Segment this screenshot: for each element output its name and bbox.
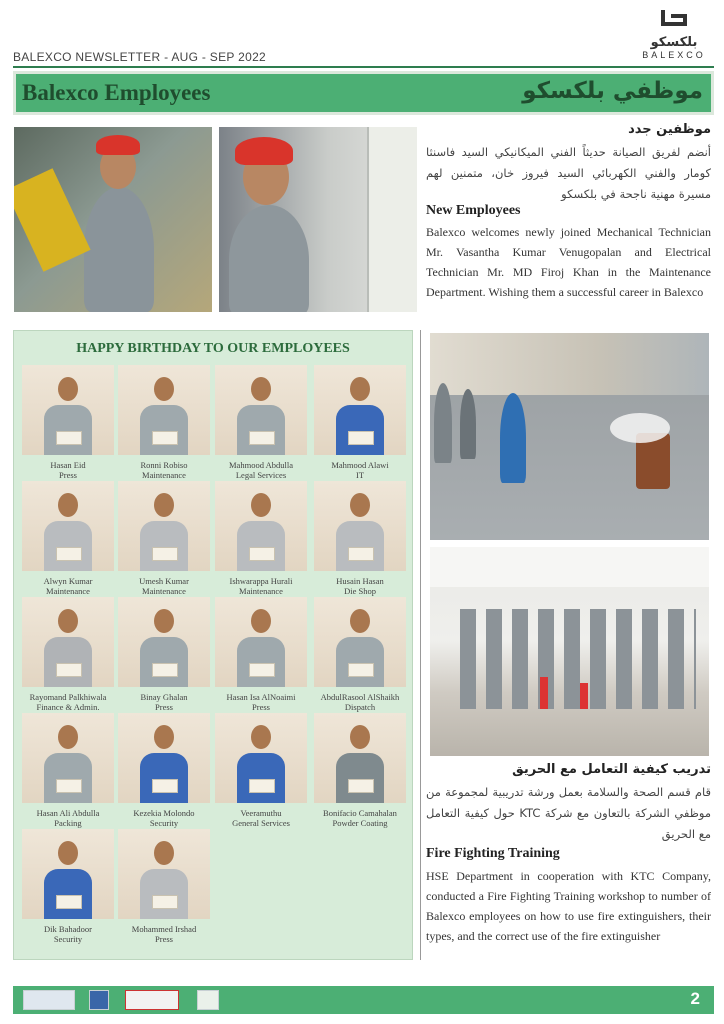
employee-department: Maintenance — [142, 586, 186, 596]
logo-english-text: BALEXCO — [642, 50, 706, 60]
employee-card — [118, 597, 210, 712]
employee-photo — [314, 481, 406, 571]
employee-department: Dispatch — [344, 702, 376, 712]
employee-department: Legal Services — [235, 470, 287, 480]
employee-department: Maintenance — [142, 470, 186, 480]
employee-card — [22, 597, 114, 712]
employee-name: Hasan Isa AlNoaimi — [226, 692, 296, 702]
employee-name: Alwyn Kumar — [43, 576, 93, 586]
employee-photo — [22, 481, 114, 571]
new-employees-body-en: Balexco welcomes newly joined Mechanical Technician Mr. Vasantha Kumar Venugopalan and Electrical Technician Mr. MD Firoj Khan in the Maintenance Department. Wishing them a successful career in Balexco — [426, 225, 711, 299]
employee-card — [118, 481, 210, 596]
header-divider — [13, 66, 714, 68]
employee-name: AbdulRasool AlShaikh — [320, 692, 400, 702]
employee-department: Security — [149, 818, 179, 828]
fire-training-photo-outdoor — [430, 333, 709, 540]
new-employees-title-ar: موظفين جدد — [628, 122, 711, 137]
employee-card — [314, 597, 406, 712]
banner-title-ar: موظفي بلكسكو — [522, 78, 703, 104]
employee-card — [118, 713, 210, 828]
employee-department: Press — [155, 702, 173, 712]
employee-photo — [118, 597, 210, 687]
employee-name: Hasan Eid — [50, 460, 86, 470]
employee-photo — [118, 481, 210, 571]
new-employee-photo-1 — [14, 127, 212, 312]
employee-department: General Services — [232, 818, 290, 828]
employee-card — [215, 365, 307, 480]
employee-card — [118, 829, 210, 944]
footer-balexco-logo — [23, 990, 75, 1010]
footer-award-logo — [197, 990, 219, 1010]
employee-card — [22, 481, 114, 596]
employee-department: Finance & Admin. — [36, 702, 100, 712]
employee-photo — [118, 713, 210, 803]
balexco-logo — [634, 6, 714, 60]
birthday-title: HAPPY BIRTHDAY TO OUR EMPLOYEES — [76, 341, 350, 356]
employee-card — [215, 481, 307, 596]
section-banner — [13, 71, 714, 115]
employee-name: Rayomand Palkhiwala — [29, 692, 107, 702]
employee-photo — [22, 829, 114, 919]
page-footer — [13, 986, 714, 1014]
employee-name: Mahmood Alawi — [331, 460, 389, 470]
employee-name: Umesh Kumar — [139, 576, 189, 586]
employee-card — [22, 365, 114, 480]
employee-name: Ronni Robiso — [140, 460, 188, 470]
employee-name: Kezekia Molondo — [133, 808, 195, 818]
fire-training-photo-group — [430, 547, 709, 756]
employee-name: Ishwarappa Hurali — [229, 576, 293, 586]
banner-title-en: Balexco Employees — [22, 80, 211, 105]
employee-photo — [215, 713, 307, 803]
employee-card — [215, 597, 307, 712]
employee-department: Press — [252, 702, 270, 712]
employee-photo — [22, 597, 114, 687]
employee-name: Husain Hasan — [336, 576, 384, 586]
employee-card — [314, 365, 406, 480]
employee-photo — [314, 365, 406, 455]
employee-name: Veeramuthu — [240, 808, 282, 818]
employee-photo — [314, 597, 406, 687]
new-employees-title-en: New Employees — [426, 203, 521, 218]
employee-photo — [215, 481, 307, 571]
footer-iso-certification-logo — [125, 990, 179, 1010]
newsletter-header: BALEXCO NEWSLETTER - AUG - SEP 2022 — [13, 50, 267, 64]
employee-department: IT — [355, 470, 365, 480]
logo-arabic-text: بلكسكو — [650, 35, 698, 50]
fire-training-title-en: Fire Fighting Training — [426, 846, 560, 861]
birthday-panel — [13, 330, 413, 960]
employee-photo — [22, 365, 114, 455]
employee-name: Mohammed Irshad — [131, 924, 197, 934]
new-employees-body-ar: أنضم لفريق الصيانة حديثاً الفني الميكانيكي السيد فاسنثا كومار والفني الكهربائي السيد فيروز خان، متمنين لهم مسيرة مهنية ناجحة في بلكسكو — [426, 145, 711, 201]
column-divider — [420, 330, 421, 960]
employee-card — [215, 713, 307, 828]
employee-name: Mahmood Abdulla — [229, 460, 293, 470]
employee-photo — [215, 365, 307, 455]
employee-name: Binay Ghalan — [140, 692, 188, 702]
employee-department: Die Shop — [344, 586, 376, 596]
employee-name: Hasan Ali Abdulla — [36, 808, 100, 818]
footer-quality-logo — [89, 990, 109, 1010]
fire-training-body-en: HSE Department in cooperation with KTC Company, conducted a Fire Fighting Training workshop to number of Balexco employees on how to use fire extinguishers, their types, and the correct use of the fire extinguisher — [426, 869, 711, 943]
employee-department: Packing — [54, 818, 82, 828]
employee-card — [314, 481, 406, 596]
fire-training-title-ar: تدريب كيفية التعامل مع الحريق — [512, 762, 711, 777]
employee-photo — [118, 365, 210, 455]
employee-card — [314, 713, 406, 828]
employee-department: Maintenance — [239, 586, 283, 596]
employee-name: Dik Bahadoor — [44, 924, 92, 934]
employee-photo — [314, 713, 406, 803]
employee-department: Maintenance — [46, 586, 90, 596]
employee-photo — [215, 597, 307, 687]
logo-mark-icon — [657, 6, 691, 30]
employee-department: Powder Coating — [332, 818, 388, 828]
employee-department: Press — [59, 470, 77, 480]
employee-name: Bonifacio Camahalan — [323, 808, 397, 818]
new-employee-photo-2 — [219, 127, 417, 312]
employee-department: Press — [155, 934, 173, 944]
employee-photo — [22, 713, 114, 803]
page-number: 2 — [690, 989, 700, 1008]
employee-photo — [118, 829, 210, 919]
employee-card — [22, 829, 114, 944]
employee-card — [22, 713, 114, 828]
fire-training-body-ar: قام قسم الصحة والسلامة بعمل ورشة تدريبية لمجموعة من موظفي الشركة بالتعاون مع شركة KTC حول كيفية التعامل مع الحريق — [426, 785, 711, 841]
employee-department: Security — [53, 934, 83, 944]
employee-card — [118, 365, 210, 480]
